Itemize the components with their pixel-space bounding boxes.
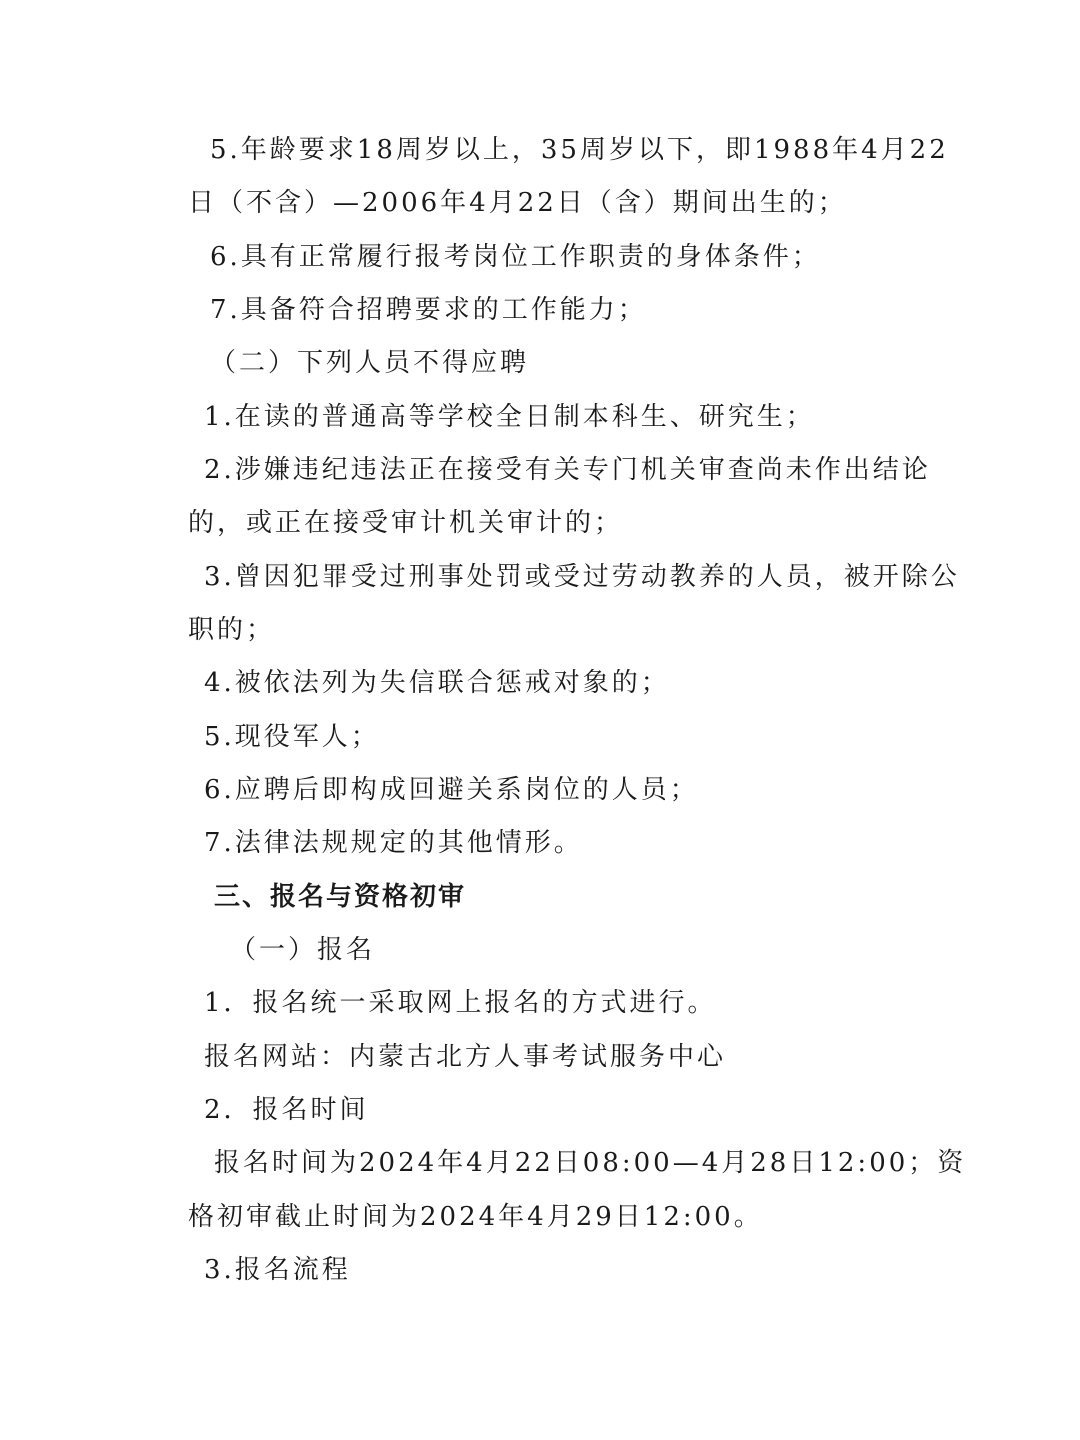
item-excluded-criminal-cont: 职的； [188, 615, 276, 645]
item-excluded-dishonest: 4.被依法列为失信联合惩戒对象的； [204, 668, 670, 698]
paragraph-age-requirement-cont: 日（不含）—2006年4月22日（含）期间出生的； [188, 188, 847, 218]
paragraph-health-condition: 6.具有正常履行报考岗位工作职责的身体条件； [210, 242, 821, 272]
registration-website: 报名网站：内蒙古北方人事考试服务中心 [204, 1042, 727, 1072]
paragraph-registration-time: 报名时间为2024年4月22日08:00—4月28日12:00；资 [214, 1148, 967, 1178]
paragraph-work-ability: 7.具备符合招聘要求的工作能力； [210, 295, 647, 325]
item-registration-method: 1．报名统一采取网上报名的方式进行。 [204, 988, 717, 1018]
item-excluded-criminal: 3.曾因犯罪受过刑事处罚或受过劳动教养的人员，被开除公 [204, 562, 960, 592]
item-registration-time: 2．报名时间 [204, 1095, 369, 1125]
item-excluded-investigation-cont: 的，或正在接受审计机关审计的； [188, 508, 624, 538]
item-excluded-students: 1.在读的普通高等学校全日制本科生、研究生； [204, 402, 815, 432]
subheading-registration: （一）报名 [230, 935, 376, 965]
item-registration-process: 3.报名流程 [204, 1255, 351, 1285]
item-excluded-other: 7.法律法规规定的其他情形。 [204, 828, 583, 858]
paragraph-registration-time-cont: 格初审截止时间为2024年4月29日12:00。 [188, 1202, 763, 1232]
paragraph-age-requirement: 5.年龄要求18周岁以上，35周岁以下，即1988年4月22 [210, 135, 949, 165]
item-excluded-avoidance: 6.应聘后即构成回避关系岗位的人员； [204, 775, 699, 805]
section-heading-registration: 三、报名与资格初审 [214, 882, 467, 912]
item-excluded-military: 5.现役军人； [204, 722, 380, 752]
item-excluded-investigation: 2.涉嫌违纪违法正在接受有关专门机关审查尚未作出结论 [204, 455, 931, 485]
subheading-excluded-persons: （二）下列人员不得应聘 [210, 348, 530, 378]
